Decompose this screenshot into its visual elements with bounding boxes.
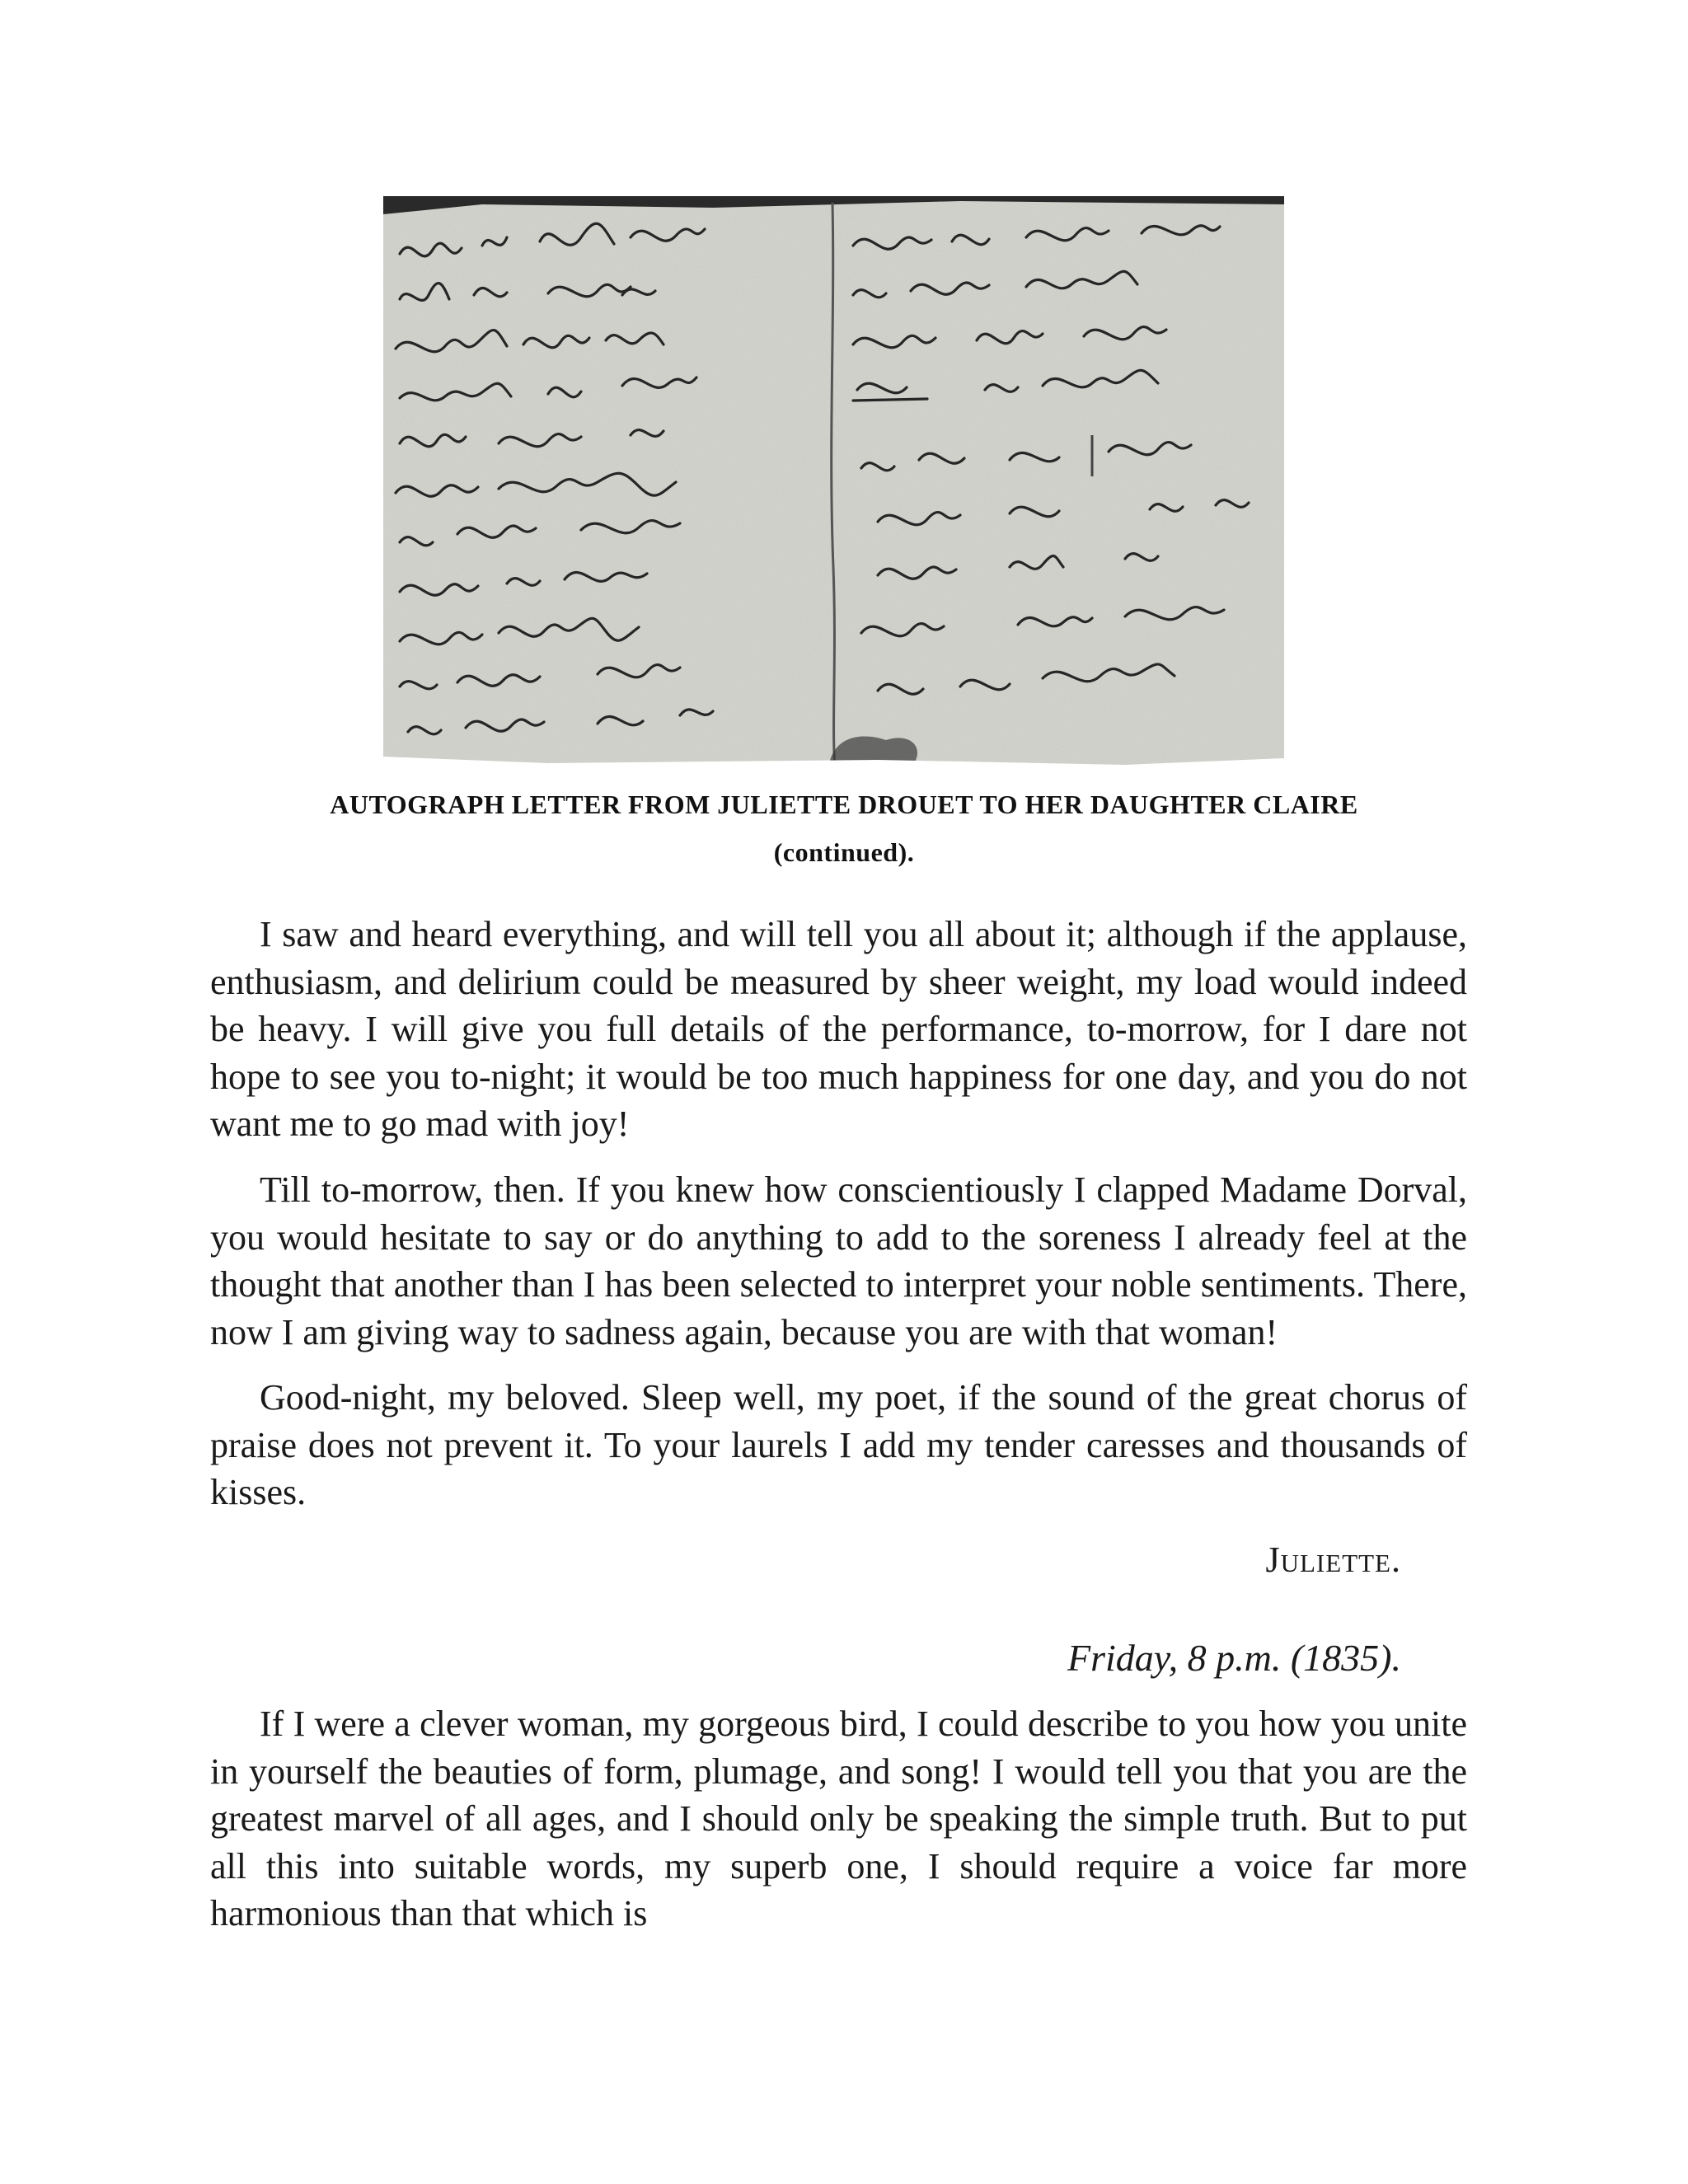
letter2-paragraph-1: [210, 1700, 1467, 1944]
letter1-paragraph-2: [210, 1166, 1467, 1362]
letter1-paragraph-3: [210, 1374, 1467, 1523]
paragraph-text: Till to-morrow, then. If you knew how conscientiously I clapped Madame Dorval, you would hesitate to say or do anything to add to the soreness I already feel at the thought that another than I has been selected to interpret your noble sentiments. There, now I am giving way to sadness again, because you are with that woman!: [210, 1169, 1467, 1352]
paragraph-text: Good-night, my beloved. Sleep well, my poet, if the sound of the great chorus of praise does not prevent it. To your laurels I add my tender caresses and thousands of kisses.: [210, 1377, 1467, 1512]
letter1-paragraph-1: [210, 911, 1467, 1155]
letter-signature: Juliette.: [1265, 1540, 1401, 1580]
paragraph-text: If I were a clever woman, my gorgeous bird, I could describe to you how you unite in yourself the beauties of form, plumage, and song! I would tell you that you are the greatest marvel of all ages, and I should only be speaking the simple truth. But to put all this into suitable words, my superb one, I should require a voice far more harmonious than that which is: [210, 1704, 1467, 1933]
figure-caption-continued: (continued).: [773, 837, 915, 867]
letter2-dateline: Friday, 8 p.m. (1835).: [1067, 1637, 1401, 1679]
figure-caption: AUTOGRAPH LETTER FROM JULIETTE DROUET TO HER DAUGHTER CLAIRE: [330, 790, 1358, 819]
paragraph-text: I saw and heard everything, and will tell you all about it; although if the applause, enthusiasm, and delirium could be measured by sheer weight, my load would indeed be heavy. I will give you full details of the performance, to-morrow, for I dare not hope to see you to-night; it would be too much happiness for one day, and you do not want me to go mad with joy!: [210, 914, 1467, 1144]
manuscript-drawing: [383, 196, 1284, 768]
handwritten-letter-image: [383, 196, 1284, 768]
